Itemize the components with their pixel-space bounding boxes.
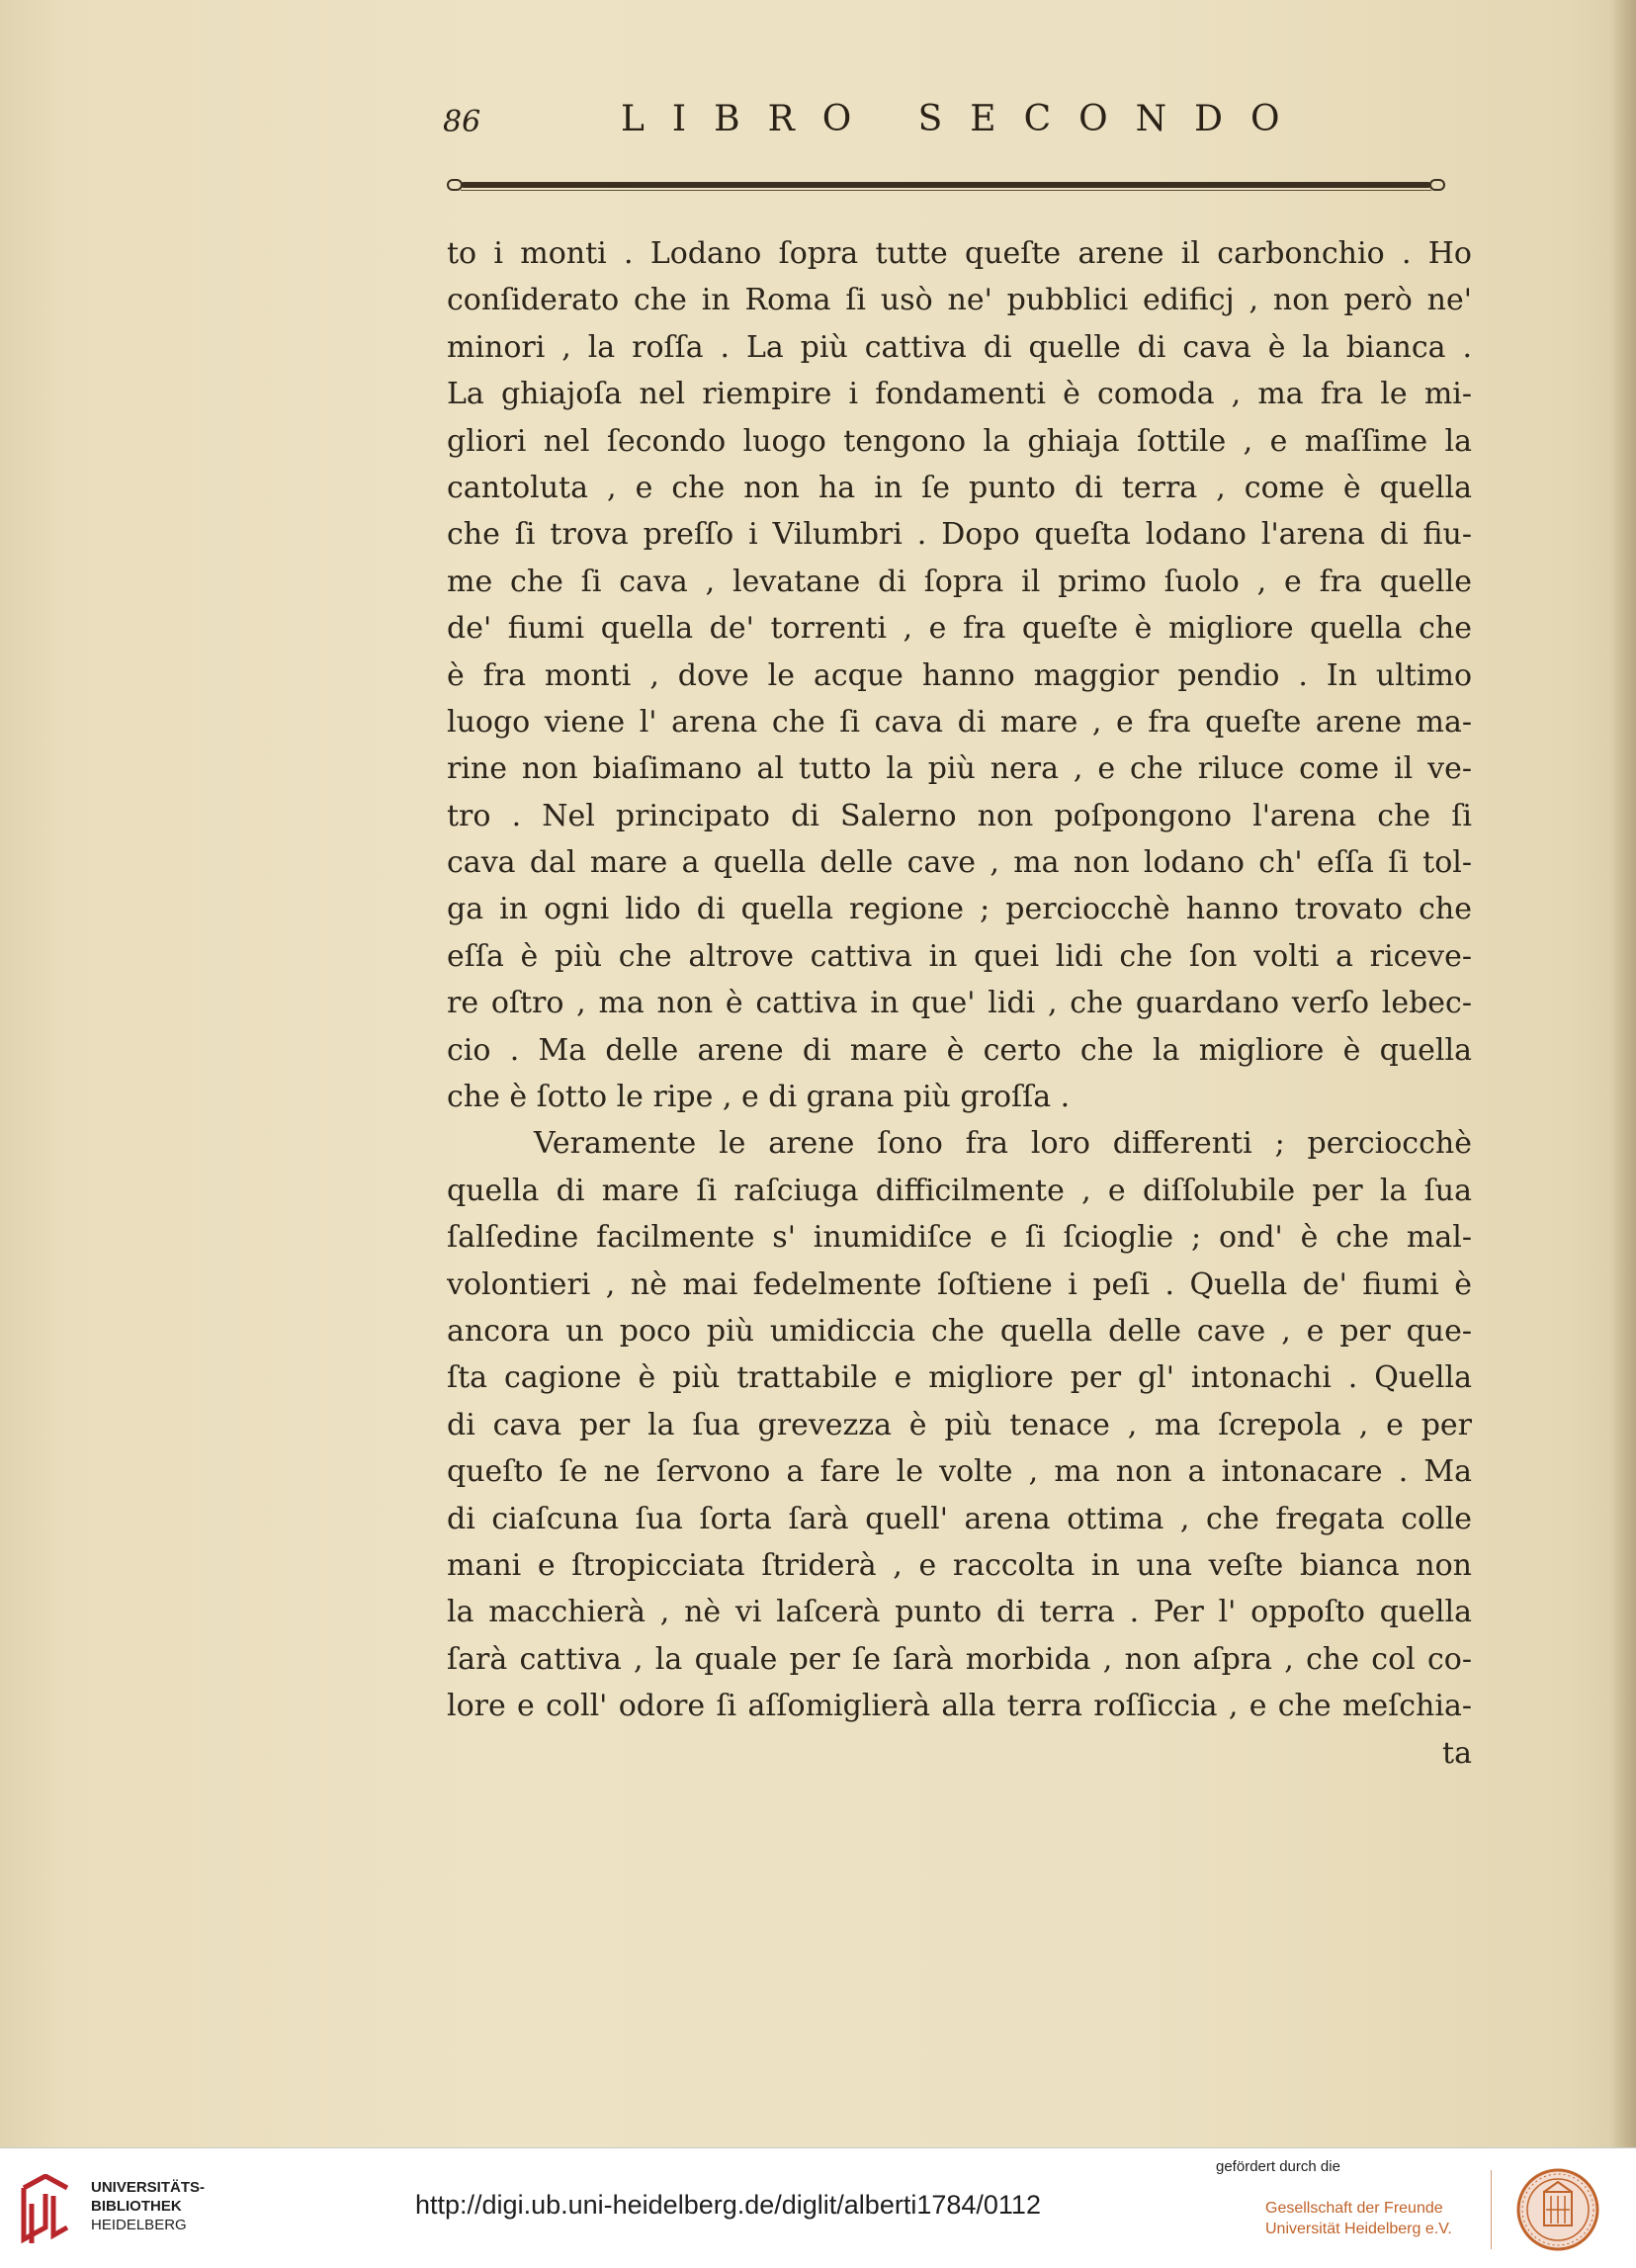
text-line: ſalſedine facilmente s' inumidiſce e ſi ſcioglie ; ond' è che mal- xyxy=(447,1220,1472,1256)
running-title: LIBRO SECONDO xyxy=(621,99,1308,139)
ub-heidelberg-logo-icon[interactable] xyxy=(16,2174,75,2245)
text-line: lore e coll' odore ſi aſſomiglierà alla terra roſſiccia , e che meſchia- xyxy=(447,1689,1472,1724)
text-line: ſarà cattiva , la quale per ſe ſarà morbida , non aſpra , che col co- xyxy=(447,1641,1472,1677)
text-line: tro . Nel principato di Salerno non poſpongono l'arena che ſi xyxy=(447,798,1472,833)
text-line: me che ſi cava , levatane di ſopra il primo ſuolo , e fra quelle xyxy=(447,564,1472,599)
text-line: cio . Ma delle arene di mare è certo che la migliore è quella xyxy=(447,1032,1472,1068)
text-line-indented: Veramente le arene ſono fra loro differenti ; perciocchè xyxy=(534,1126,1472,1162)
library-name xyxy=(91,2178,205,2234)
text-line: gliori nel ſecondo luogo tengono la ghiaja ſottile , e maſſime la xyxy=(447,423,1472,459)
text-line: la macchierà , nè vi laſcerà punto di terra . Per l' oppoſto quella xyxy=(447,1595,1472,1630)
text-line: re oſtro , ma non è cattiva in que' lidi , che guardano verſo lebec- xyxy=(447,986,1472,1021)
footer-bar xyxy=(0,2147,1636,2268)
text-line: cantoluta , e che non ha in ſe punto di terra , come è quella xyxy=(447,470,1472,505)
library-name-line2: BIBLIOTHEK xyxy=(91,2198,182,2215)
text-line: to i monti . Lodano ſopra tutte queſte arene il carbonchio . Ho xyxy=(447,236,1472,271)
text-line: minori , la roſſa . La più cattiva di quelle di cava è la bianca . xyxy=(447,329,1472,365)
text-line: quella di mare ſi raſciuga difficilmente , e diſſolubile per la ſua xyxy=(447,1173,1472,1208)
text-line: volontieri , nè mai fedelmente ſoſtiene i peſi . Quella de' fiumi è xyxy=(447,1266,1472,1302)
running-head xyxy=(443,99,1431,158)
text-line: cava dal mare a quella delle cave , ma non lodano ch' eſſa ſi tol- xyxy=(447,845,1472,881)
text-line: de' fiumi quella de' torrenti , e fra queſte è migliore quella che xyxy=(447,611,1472,647)
rule-end-right xyxy=(1429,179,1445,191)
text-line: di ciaſcuna ſua ſorta ſarà quell' arena ottima , che fregata colle xyxy=(447,1501,1472,1536)
rule-line xyxy=(461,182,1431,188)
text-line: ga in ogni lido di quella regione ; perciocchè hanno trovato che xyxy=(447,892,1472,927)
library-name-line3: HEIDELBERG xyxy=(91,2217,187,2233)
text-line: eſſa è più che altrove cattiva in quei lidi che ſon volti a riceve- xyxy=(447,938,1472,974)
page-gutter-shadow xyxy=(1610,0,1636,2147)
permalink-url[interactable]: http://digi.ub.uni-heidelberg.de/diglit/alberti1784/0112 xyxy=(415,2190,1041,2220)
body-text xyxy=(447,230,1472,1730)
rule-line-thin xyxy=(461,190,1431,191)
ornamental-rule xyxy=(447,178,1445,192)
text-line: luogo viene l' arena che ſi cava di mare , e fra queſte arene ma- xyxy=(447,704,1472,740)
text-line: La ghiajoſa nel riempire i fondamenti è comoda , ma fra le mi- xyxy=(447,377,1472,412)
text-line: ancora un poco più umidiccia che quella delle cave , e per que- xyxy=(447,1313,1472,1349)
page-number: 86 xyxy=(443,105,481,139)
text-line: che ſi trova preſſo i Vilumbri . Dopo queſta lodano l'arena di fiu- xyxy=(447,517,1472,553)
text-line: mani e ſtropicciata ſtriderà , e raccolta in una veſte bianca non xyxy=(447,1547,1472,1583)
text-line: di cava per la ſua grevezza è più tenace , ma ſcrepola , e per xyxy=(447,1407,1472,1442)
text-line: rine non biaſimano al tutto la più nera , e che riluce come il ve- xyxy=(447,751,1472,787)
text-line: è fra monti , dove le acque hanno maggior pendio . In ultimo xyxy=(447,657,1472,693)
sponsor-name[interactable] xyxy=(1265,2198,1452,2239)
university-seal-icon xyxy=(1507,2166,1609,2253)
sponsor-name-line2: Universität Heidelberg e.V. xyxy=(1265,2221,1452,2237)
text-line: queſto ſe ne ſervono a fare le volte , ma non a intonacare . Ma xyxy=(447,1454,1472,1490)
sponsor-divider xyxy=(1491,2170,1492,2249)
catchword: ta xyxy=(1442,1736,1472,1771)
text-line: che è ſotto le ripe , e di grana più groſſa . xyxy=(447,1080,1071,1115)
library-name-line1: UNIVERSITÄTS- xyxy=(91,2179,206,2196)
sponsor-label: gefördert durch die xyxy=(1216,2158,1340,2175)
text-line: ſta cagione è più trattabile e migliore per gl' intonachi . Quella xyxy=(447,1360,1472,1396)
text-line: conſiderato che in Roma ſi usò ne' pubblici edificj , non però ne' xyxy=(447,283,1472,318)
sponsor-name-line1: Gesellschaft der Freunde xyxy=(1265,2200,1443,2217)
